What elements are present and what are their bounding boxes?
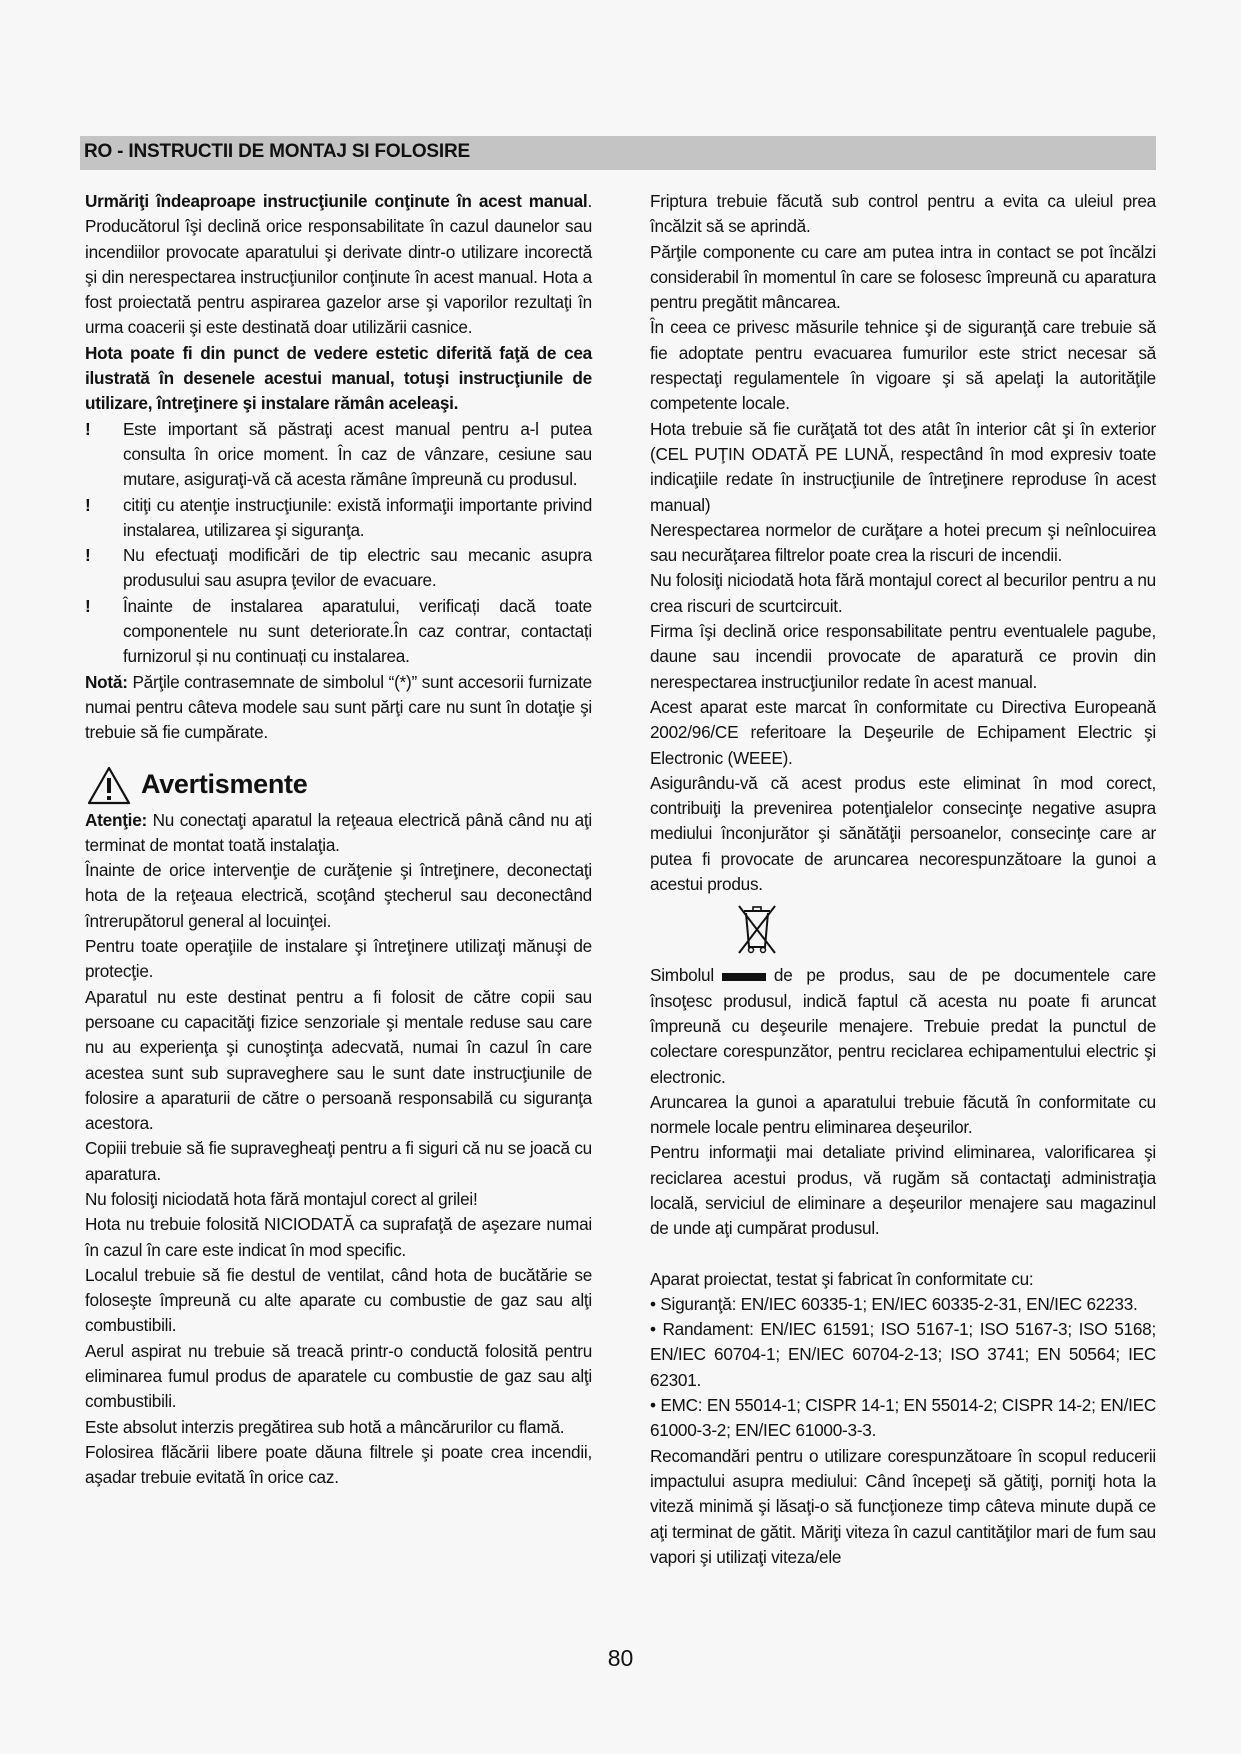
- recommendation-paragraph: Recomandări pentru o utilizare corespunzătoare în scopul reducerii impactului asupra mediului: Când începeţi să gătiţi, porniţi hota la viteză minimă şi lăsaţi-o să funcţioneze timp câteva minute după ce aţi terminat de gătit. Măriţi viteza în cazul cantităţilor mari de fum sau vapori şi utilizaţi viteza/ele: [650, 1445, 1156, 1567]
- warning-paragraph: Este absolut interzis pregătirea sub hotă a mâncărurilor cu flamă.: [85, 1416, 565, 1437]
- warning-paragraph: Pentru toate operaţiile de instalare şi întreţinere utilizaţi mănuşi de protecţie.: [85, 936, 592, 982]
- design-notice: Hota poate fi din punct de vedere estetic diferită faţă de cea ilustrată în desenele acestui manual, totuşi instrucţiunile de utilizare, întreţinere şi instalare rămân aceleaşi.: [85, 342, 592, 414]
- weee-symbol: [736, 903, 1156, 959]
- attention-paragraph: [85, 808, 592, 859]
- symbol-after: de pe produs, sau de pe documentele care însoţesc produsul, indică faptul că acesta nu poate fi aruncat împreună cu deşeurile menajere. Trebuie predat la punctul de colectare corespunzător, pentru reciclarea echipamentului electric şi electronic.: [650, 965, 1156, 1087]
- warning-triangle-icon: [87, 765, 131, 805]
- warning-paragraph: Nu folosiţi niciodată hota fără montajul corect al grilei!: [85, 1188, 478, 1209]
- note-text: Părţile contrasemnate de simbolul “(*)” sunt accesorii furnizate numai pentru câteva modele sau sunt părţi care nu sunt în dotaţie şi trebuie să fie cumpărate.: [85, 671, 592, 743]
- info-paragraph: Friptura trebuie făcută sub control pentru a evita ca uleiul prea încălzit să se aprindă.: [650, 191, 1156, 237]
- section-header: [80, 136, 1156, 170]
- warning-paragraph: Aerul aspirat nu trebuie să treacă printr-o conductă folosită pentru eliminarea fumul produs de aparatele cu combustie de gaz sau alţi combustibili.: [85, 1340, 592, 1412]
- symbol-before: Simbolul: [650, 965, 714, 986]
- info-paragraph: Pentru informaţii mai detaliate privind eliminarea, valorificarea şi reciclarea acestui produs, vă rugăm să contactaţi administraţia locală, serviciul de eliminare a deşeurilor menajere sau magazinul de unde aţi cumpărat produsul.: [650, 1142, 1156, 1239]
- info-paragraph: Hota trebuie să fie curăţată tot des atât în interior cât şi în exterior (CEL PUŢIN ODATĂ PE LUNĂ, respectând în mod expresiv toate indicaţiile redate în instrucţiunile de întreţinere reproduse în acest manual): [650, 418, 1156, 515]
- bullet-text: Nu efectuaţi modificări de tip electric sau mecanic asupra produsului sau asupra ţevilor de evacuare.: [123, 545, 592, 591]
- symbol-paragraph: [650, 963, 1156, 1089]
- intro-paragraph: [85, 189, 592, 341]
- intro-text: . Producătorul îşi declină orice responsabilitate în cazul daunelor sau incendiilor provocate aparatului şi derivate dintr-o utilizare incorectă şi din nerespectarea instrucţiunilor conţinute în acest manual. Hota a fost proiectată pentru aspirarea gazelor arse şi vaporilor rezultaţi în urma coacerii şi este destinată doar utilizării casnice.: [85, 191, 592, 338]
- note-paragraph: [85, 670, 592, 746]
- bullet-item: [85, 543, 592, 594]
- warning-paragraph: Folosirea flăcării libere poate dăuna filtrele şi poate crea incendii, aşadar trebuie evitată în orice caz.: [85, 1441, 592, 1488]
- info-paragraph: Aruncarea la gunoi a aparatului trebuie făcută în conformitate cu normele locale pentru eliminarea deşeurilor.: [650, 1091, 1156, 1138]
- info-paragraph: Firma îşi declină orice responsabilitate pentru eventualele pagube, daune sau incendii provocate de aparatură ce provin din nerespectarea instrucţiunilor redate în acest manual.: [650, 621, 1156, 692]
- standard-item: • EMC: EN 55014-1; CISPR 14-1; EN 55014-2; CISPR 14-2; EN/IEC 61000-3-2; EN/IEC 61000-3-3.: [650, 1395, 1156, 1441]
- section-title: RO - INSTRUCTII DE MONTAJ SI FOLOSIRE: [84, 141, 470, 162]
- warning-paragraph: Copiii trebuie să fie supravegheaţi pentru a fi siguri că nu se joacă cu aparatura.: [85, 1138, 592, 1184]
- warning-paragraph: Localul trebuie să fie destul de ventilat, când hota de bucătărie se foloseşte împreună cu alte aparate cu combustie de gaz sau alţi combustibili.: [85, 1264, 592, 1336]
- standards-intro: Aparat proiectat, testat şi fabricat în conformitate cu:: [650, 1268, 1034, 1289]
- exclamation-mark: !: [85, 595, 91, 616]
- crossed-out-bin-icon: [736, 903, 778, 957]
- page-number: 80: [607, 1645, 634, 1671]
- standard-item: • Randament: EN/IEC 61591; ISO 5167-1; ISO 5167-3; ISO 5168; EN/IEC 60704-1; EN/IEC 60704-2-13; ISO 3741; EN 50564; IEC 62301.: [650, 1319, 1156, 1390]
- exclamation-mark: !: [85, 418, 91, 439]
- weee-directive-paragraph: Acest aparat este marcat în conformitate cu Directiva Europeană 2002/96/CE referitoare la Deşeurile de Echipament Electric şi Electronic (WEEE).: [650, 696, 1156, 768]
- info-paragraph: Nu folosiţi niciodată hota fără montajul corect al becurilor pentru a nu crea riscuri de scurtcircuit.: [650, 570, 1156, 616]
- info-paragraph: În ceea ce privesc măsurile tehnice şi de siguranţă care trebuie să fie adoptate pentru evacuarea fumurilor este strict necesar să respectaţi regulamentele în vigoare şi să apelaţi la autorităţile competente locale.: [650, 317, 1156, 414]
- spacer: [650, 1242, 1156, 1267]
- bullet-item: [85, 493, 592, 544]
- black-bar-symbol: [722, 973, 766, 981]
- right-column: [650, 189, 1156, 1570]
- warnings-title: Avertismente: [141, 768, 308, 799]
- warning-paragraph: Înainte de orice intervenţie de curăţenie şi întreţinere, deconectaţi hota de la reţeaua electrică, scoţând ştecherul sau deconectând întrerupătorul general al locuinţei.: [85, 860, 592, 931]
- warning-paragraph: Aparatul nu este destinat pentru a fi folosit de către copii sau persoane cu capacităţi fizice senzoriale şi mentale reduse sau care nu au experienţa şi cunoştinţa adecvată, numai în cazul în care acestea sunt sub supraveghere sau le sunt date instrucţiunile de folosire a aparaturii de către o persoană responsabilă cu siguranţa acestora.: [85, 986, 592, 1134]
- info-paragraph: Nerespectarea normelor de curăţare a hotei precum şi neînlocuirea sau necurăţarea filtrelor poate crea la riscuri de incendii.: [650, 519, 1156, 566]
- exclamation-mark: !: [85, 494, 91, 515]
- info-paragraph: Asigurându-vă că acest produs este eliminat în mod corect, contribuiţi la prevenirea potenţialelor consecinţe negative asupra mediului înconjurător şi sănătăţii persoanelor, consecinţe care ar putea fi provocate de aruncarea necorespunzătoare la gunoi a acestui produs.: [650, 772, 1156, 895]
- bullet-text: Înainte de instalarea aparatului, verificați dacă toate componentele nu sunt deteriorate.În caz contrar, contactați furnizorul și nu continuați cu instalarea.: [123, 595, 592, 667]
- bullet-item: [85, 594, 592, 670]
- attention-label: Atenţie:: [85, 809, 147, 830]
- exclamation-mark: !: [85, 545, 91, 566]
- note-label: Notă:: [85, 671, 128, 692]
- left-column: [85, 189, 592, 1491]
- warning-paragraph: Hota nu trebuie folosită NICIODATĂ ca suprafaţă de aşezare numai în cazul în care este indicat în mod specific.: [85, 1214, 592, 1260]
- standard-item: • Siguranţă: EN/IEC 60335-1; EN/IEC 60335-2-31, EN/IEC 62233.: [650, 1293, 1138, 1314]
- warnings-heading: [85, 763, 592, 807]
- bullet-item: [85, 417, 592, 493]
- attention-text: Nu conectaţi aparatul la reţeaua electrică până când nu aţi terminat de montat toată instalaţia.: [85, 809, 592, 855]
- info-paragraph: Părţile componente cu care am putea intra in contact se pot încălzi considerabil în momentul în care se folosesc împreună cu aparatura pentru pregătit mâncarea.: [650, 241, 1156, 313]
- bullet-text: citiţi cu atenţie instrucţiunile: există informaţii importante privind instalarea, utilizarea şi siguranţa.: [123, 494, 592, 540]
- intro-bold: Urmăriţi îndeaproape instrucţiunile conţinute în acest manual: [85, 191, 588, 211]
- bullet-text: Este important să păstraţi acest manual pentru a-l putea consulta în orice moment. În caz de vânzare, cesiune sau mutare, asiguraţi-vă că acesta rămâne împreună cu produsul.: [123, 418, 592, 490]
